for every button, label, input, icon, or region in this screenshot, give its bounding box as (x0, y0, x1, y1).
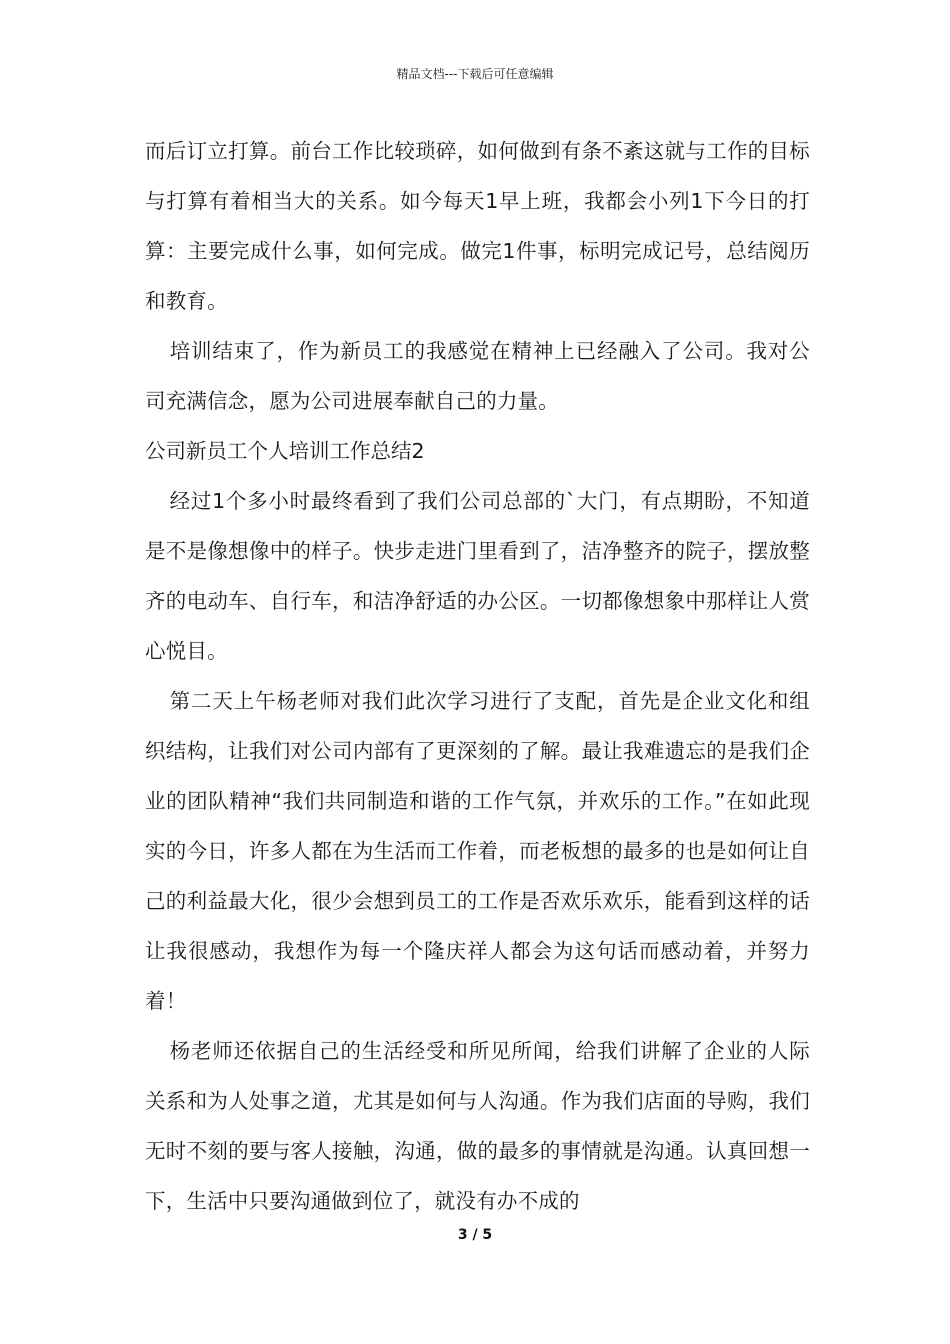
page-header: 精品文档---下载后可任意编辑 (396, 67, 554, 81)
paragraph-4: 第二天上午杨老师对我们此次学习进行了支配，首先是企业文化和组织结构，让我们对公司内部有了更深刻的了解。最让我难遗忘的是我们企业的团队精神“我们共同制造和谐的工作气氛，并欢乐的工作。”在如此现实的今日，许多人都在为生活而工作着，而老板想的最多的也是如何让自己的利益最大化，很少会想到员工的工作是否欢乐欢乐，能看到这样的话让我很感动，我想作为每一个隆庆祥人都会为这句话而感动着，并努力着！ (145, 689, 810, 1013)
paragraph-1: 而后订立打算。前台工作比较琐碎，如何做到有条不紊这就与工作的目标与打算有着相当大的关系。如今每天1早上班，我都会小列1下今日的打算：主要完成什么事，如何完成。做完1件事，标明完成记号，总结阅历和教育。 (145, 139, 810, 313)
paragraph-2: 培训结束了，作为新员工的我感觉在精神上已经融入了公司。我对公司充满信念，愿为公司进展奉献自己的力量。 (145, 339, 810, 413)
page-number: 3 / 5 (457, 1227, 493, 1243)
paragraph-5: 杨老师还依据自己的生活经受和所见所闻，给我们讲解了企业的人际关系和为人处事之道，尤其是如何与人沟通。作为我们店面的导购，我们无时不刻的要与客人接触，沟通，做的最多的事情就是沟通。认真回想一下，生活中只要沟通做到位了，就没有办不成的 (145, 1039, 810, 1213)
document-body (145, 126, 810, 1226)
paragraph-3: 经过1个多小时最终看到了我们公司总部的`大门，有点期盼，不知道是不是像想像中的样子。快步走进门里看到了，洁净整齐的院子，摆放整齐的电动车、自行车，和洁净舒适的办公区。一切都像想象中那样让人赏心悦目。 (145, 489, 810, 663)
section-heading: 公司新员工个人培训工作总结2 (145, 439, 425, 463)
